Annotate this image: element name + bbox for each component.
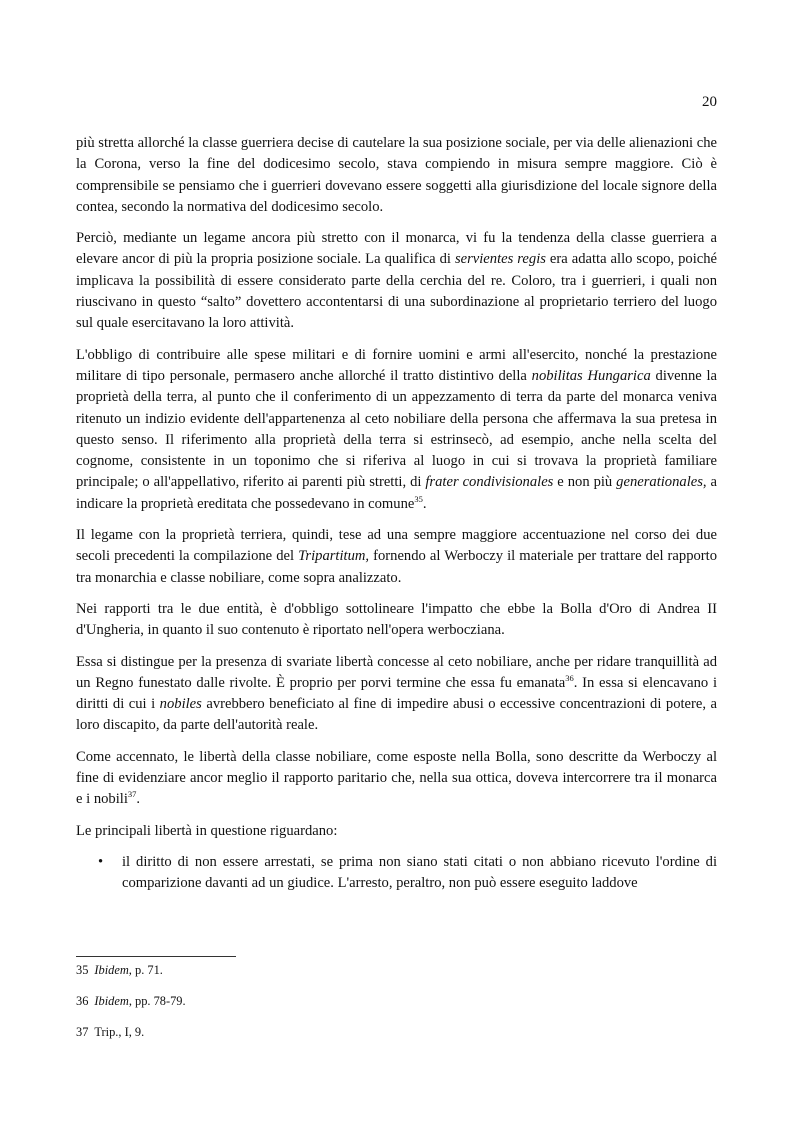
footnote-number: 37 — [76, 1025, 89, 1039]
paragraph — [76, 599, 717, 642]
footnote — [76, 994, 717, 1009]
footnotes — [76, 963, 717, 1056]
footnote-text: , pp. 78-79. — [128, 994, 186, 1008]
bullet-icon: • — [98, 853, 104, 870]
text-run: divenne la proprietà della terra, al punto che il conferimento di un appezzamento di terra da parte del monarca veniva ritenuto un indizio evidente dell'appartenenza al ceto nobiliare della persona che affermava la sua pretesa in questo senso. Il riferimento alla proprietà della terra si estrinsecò, ad esempio, anche nella scelta del cognome, consistente in un toponimo che si riferiva al luogo in cui si trovava la proprietà familiare principale; o all'appellativo, riferito ai parenti più stretti, di — [76, 367, 718, 491]
text-run: . — [422, 495, 427, 512]
body-text — [76, 133, 717, 895]
paragraph — [76, 133, 717, 218]
text-run: , a indicare la proprietà ereditata che possedevano in comune — [76, 474, 717, 512]
page-number: 20 — [702, 94, 717, 110]
italic-term: nobiles — [159, 696, 202, 713]
list-item-text: il diritto di non essere arrestati, se prima non siano stati citati o non abbiano ricevuto l'ordine di comparizione davanti ad un giudice. L'arresto, peraltro, non può essere eseguito laddove — [122, 853, 717, 892]
text-run: fornendo al Werboczy il materiale per trattare del rapporto tra monarchia e classe nobiliare, come sopra analizzato. — [76, 548, 718, 586]
paragraphs — [76, 133, 717, 811]
text-run: . In essa si elencavano i diritti di cui i — [76, 674, 718, 713]
text-run: . — [136, 791, 141, 808]
text-run: Il legame con la proprietà terriera, quindi, tese ad una sempre maggiore accentuazione nel corso dei due secoli precedenti la compilazione del — [76, 527, 717, 565]
italic-term: servientes regis — [454, 251, 546, 268]
footnote-text: Trip., I, 9. — [94, 1025, 145, 1039]
text-run: Nei rapporti tra le due entità, è d'obbligo sottolineare l'impatto che ebbe la Bolla d'Oro di Andrea II d'Ungheria, in quanto il suo contenuto è riportato nell'opera werbocziana. — [76, 600, 717, 639]
italic-term: Ibidem, — [94, 963, 132, 977]
italic-term: nobilitas Hungarica — [531, 367, 651, 384]
list-item — [76, 852, 717, 895]
text-run: avrebbero beneficiato al fine di impedire abusi o eccessive concentrazioni di potere, a loro discapito, da parte dell'autorità reale. — [76, 696, 717, 734]
italic-term: Ibidem — [94, 994, 129, 1008]
text-run: più stretta allorché la classe guerriera decise di cautelare la sua posizione sociale, per via delle alienazioni che la Corona, verso la fine del dodicesimo secolo, stava compiendo in misura sempre maggiore. Ciò è comprensibile se pensiamo che i guerrieri dovevano essere soggetti alla giurisdizione del locale signore della contea, secondo la normativa del dodicesimo secolo. — [76, 135, 718, 215]
italic-term: generationales — [616, 474, 703, 491]
paragraph — [76, 652, 717, 737]
footnote-ref: 36 — [565, 672, 574, 683]
footnote-separator — [76, 956, 236, 957]
footnote-number: 36 — [76, 994, 89, 1008]
paragraph — [76, 345, 717, 515]
paragraph — [76, 525, 717, 589]
footnote — [76, 1025, 717, 1040]
paragraph — [76, 747, 717, 811]
italic-term: frater condivisionales — [425, 474, 554, 491]
footnote-ref: 35 — [414, 493, 423, 504]
paragraph — [76, 228, 717, 334]
list-intro: Le principali libertà in questione riguardano: — [76, 822, 338, 839]
liberties-list — [76, 852, 717, 895]
text-run: L'obbligo di contribuire alle spese militari e di fornire uomini e armi all'esercito, nonché la prestazione militare di tipo personale, permasero anche allorché il tratto distintivo della — [76, 346, 717, 384]
text-run: e non più — [553, 474, 617, 491]
text-run: Perciò, mediante un legame ancora più stretto con il monarca, vi fu la tendenza della classe guerriera a elevare ancor di più la propria posizione sociale. La qualifica di — [76, 230, 717, 268]
text-run: Come accennato, le libertà della classe nobiliare, come esposte nella Bolla, sono descritte da Werboczy al fine di evidenziare ancor meglio il rapporto paritario che, nella sua ottica, doveva intercorrere tra il monarca e i nobili — [76, 748, 717, 808]
text-run: era adatta allo scopo, poiché implicava la possibilità di essere considerato parte della cerchia del re. Coloro, tra i guerrieri, i quali non riuscivano in questo “salto” dovettero accontentarsi di una subordinazione al proprietario terriero del luogo sul quale esercitavano la loro attività. — [76, 251, 717, 332]
footnote-ref: 37 — [127, 789, 137, 800]
text-run: Essa si distingue per la presenza di svariate libertà concesse al ceto nobiliare, anche per ridare tranquillità ad un Regno funestato dalle rivolte. È proprio per porvi termine che essa fu emanata — [76, 653, 717, 691]
footnote — [76, 963, 717, 978]
footnote-number: 35 — [76, 963, 89, 977]
italic-term: Tripartitum, — [298, 548, 370, 565]
footnote-text: p. 71. — [131, 963, 163, 977]
